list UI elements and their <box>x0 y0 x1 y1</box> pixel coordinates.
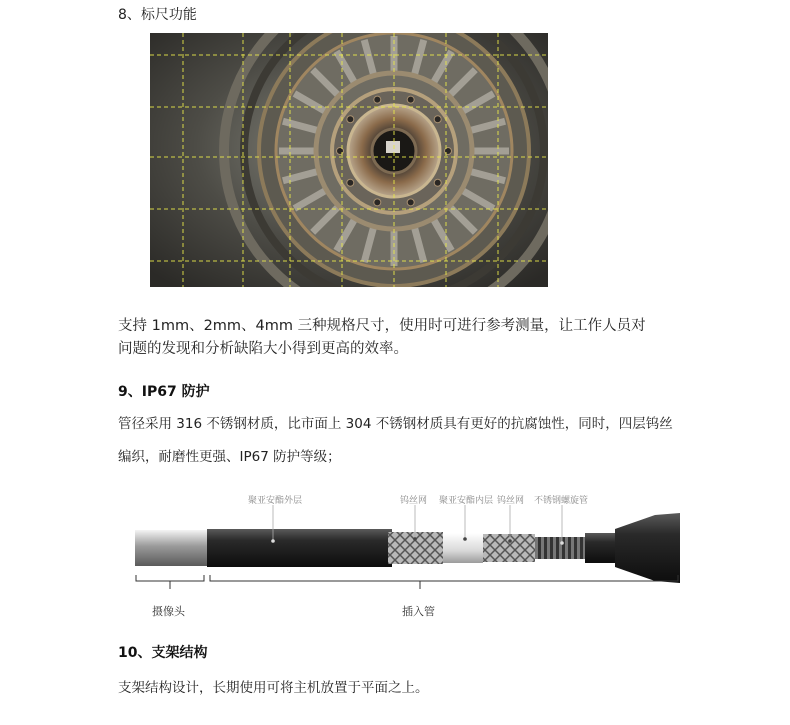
section-8-text-line-1: 支持 1mm、2mm、4mm 三种规格尺寸，使用时可进行参考测量，让工作人员对 <box>118 318 646 334</box>
tube-structure-diagram <box>130 485 690 620</box>
section-10-heading: 10、支架结构 <box>118 645 208 661</box>
section-9-heading: 9、IP67 防护 <box>118 384 210 400</box>
label-outer-layer: 聚亚安酯外层 <box>248 496 303 506</box>
gear-inspection-image <box>150 33 548 287</box>
section-8-heading: 8、标尺功能 <box>118 7 197 23</box>
section-9-text-line-2: 编织，耐磨性更强、IP67 防护等级； <box>118 449 341 465</box>
label-steel-spiral: 不锈钢螺旋管 <box>534 496 589 506</box>
label-tungsten-mesh-2: 钨丝网 <box>497 496 525 506</box>
label-inner-layer: 聚亚安酯内层 <box>439 496 494 506</box>
ruler-grid-photo <box>150 33 548 287</box>
label-tungsten-mesh-1: 钨丝网 <box>400 496 428 506</box>
section-8-text-line-2: 问题的发现和分析缺陷大小得到更高的效率。 <box>118 341 408 357</box>
label-camera: 摄像头 <box>152 605 185 618</box>
label-insertion-tube: 插入管 <box>402 605 435 618</box>
section-10-text-line-1: 支架结构设计，长期使用可将主机放置于平面之上。 <box>118 680 429 696</box>
section-9-text-line-1: 管径采用 316 不锈钢材质，比市面上 304 不锈钢材质具有更好的抗腐蚀性，同时，四层钨丝 <box>118 416 673 432</box>
